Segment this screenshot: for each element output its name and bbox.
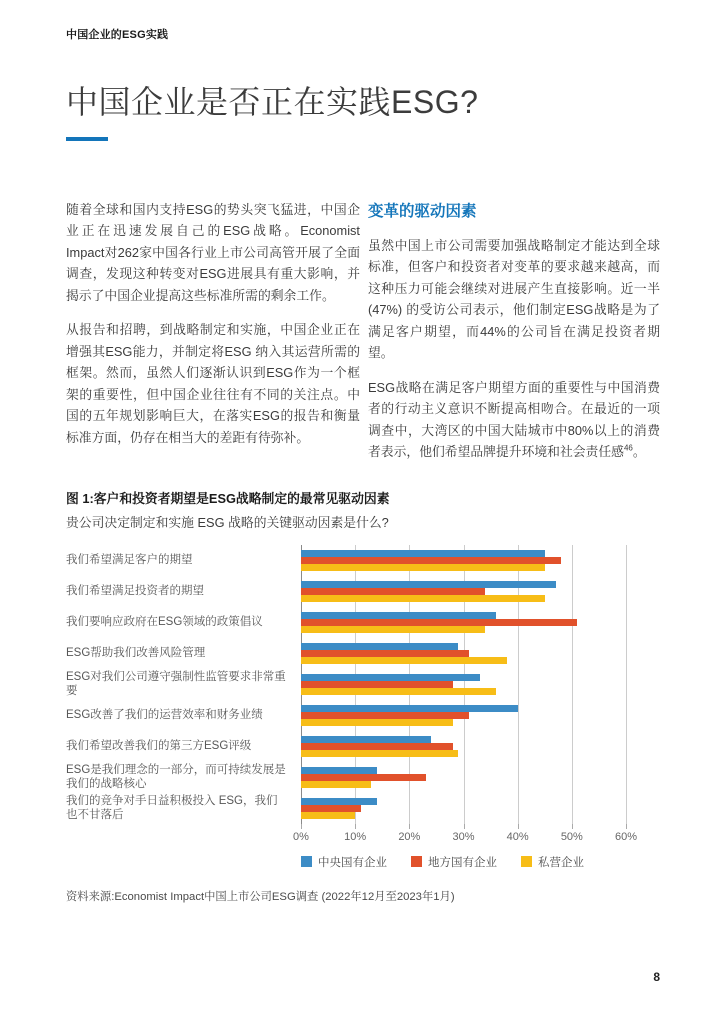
chart-bar: [301, 767, 377, 774]
legend-label: 中央国有企业: [318, 856, 387, 869]
running-header: 中国企业的ESG实践: [66, 29, 169, 41]
axis-tick: [518, 824, 519, 829]
chart-bar: [301, 712, 469, 719]
axis-tick-label: 0%: [293, 830, 309, 843]
chart-category-label: ESG帮助我们改善风险管理: [66, 647, 206, 660]
left-column: [66, 199, 360, 476]
chart-bar-group: [301, 767, 626, 788]
figure-1: [66, 488, 660, 904]
legend-label: 地方国有企业: [428, 856, 497, 869]
chart-bar: [301, 674, 480, 681]
chart-category-label: 我们的竞争对手日益积极投入 ESG，我们也不甘落后: [66, 795, 278, 822]
chart-bar: [301, 550, 545, 557]
section-paragraph-1: 虽然中国上市公司需要加强战略制定才能达到全球标准，但客户和投资者对变革的要求越来越高，而这种压力可能会继续对进展产生直接影响。近一半 (47%) 的受访公司表示，他们制定ESG战略是为了满足客户期望，而44%的公司旨在满足投资者期望。: [368, 237, 660, 361]
chart-bar: [301, 626, 485, 633]
axis-tick: [355, 824, 356, 829]
chart-category-label: 我们要响应政府在ESG领域的政策倡议: [66, 616, 263, 629]
legend-swatch: [521, 856, 532, 867]
chart-category-label: ESG对我们公司遵守强制性监管要求非常重要: [66, 671, 286, 698]
chart-plot-area: [66, 545, 626, 824]
legend-item: [521, 854, 584, 870]
axis-tick: [464, 824, 465, 829]
chart-bar: [301, 588, 485, 595]
chart-bar: [301, 557, 561, 564]
chart-bar: [301, 681, 453, 688]
source-note: 资料来源:Economist Impact中国上市公司ESG调查 (2022年12月至2023年1月): [66, 890, 455, 903]
axis-tick: [626, 824, 627, 829]
axis-tick-label: 40%: [506, 830, 529, 843]
chart-bar: [301, 750, 458, 757]
legend-item: [411, 854, 497, 870]
section-heading: 变革的驱动因素: [368, 202, 477, 220]
chart-bar: [301, 564, 545, 571]
legend-swatch: [411, 856, 422, 867]
axis-tick-label: 60%: [614, 830, 638, 843]
chart-bar: [301, 643, 458, 650]
section-paragraph-2: [368, 377, 660, 463]
chart-row: [66, 638, 626, 669]
intro-paragraph-2: 从报告和招聘，到战略制定和实施，中国企业正在增强其ESG能力，并制定将ESG 纳入其运营所需的框架。然而，虽然人们逐渐认识到ESG作为一个框架的重要性，但中国企业往往有不同的关注点。中国的五年规划影响巨大，在落实ESG的报告和衡量标准方面，仍存在相当大的差距有待弥补。: [66, 322, 360, 445]
chart-x-axis: [293, 824, 638, 846]
axis-tick-label: 50%: [560, 830, 583, 843]
chart-bar-group: [301, 674, 626, 695]
figure-title: 图 1:客户和投资者期望是ESG战略制定的最常见驱动因素: [66, 490, 390, 506]
chart-bar: [301, 812, 355, 819]
intro-paragraph-1: 随着全球和国内支持ESG的势头突飞猛进，中国企业正在迅速发展自己的ESG战略。Economist Impact对262家中国各行业上市公司高管开展了全面调查，发现这种转变对ESG进展具有重大影响，并揭示了中国企业提高这些标准所需的剩余工作。: [66, 201, 360, 303]
gridline: [626, 545, 627, 824]
chart-category-label: ESG是我们理念的一部分，而可持续发展是我们的战略核心: [66, 764, 286, 791]
figure-subtitle: 贵公司决定制定和实施 ESG 战略的关键驱动因素是什么?: [66, 514, 389, 530]
title-underline: [66, 137, 108, 141]
right-column: [368, 199, 660, 476]
chart-bar-group: [301, 798, 626, 819]
chart-category-label: 我们希望满足客户的期望: [66, 554, 193, 567]
chart-bar: [301, 595, 545, 602]
section-paragraph-2-text: ESG战略在满足客户期望方面的重要性与中国消费者的行动主义意识不断提高相吻合。在最近的一项调查中，大湾区的中国大陆城市中80%以上的消费者表示，他们希望品牌提升环境和社会责任感: [368, 379, 660, 460]
axis-tick: [301, 824, 302, 829]
body-columns: [66, 199, 660, 476]
chart-row: [66, 545, 626, 576]
chart-rows: [66, 545, 626, 824]
footnote-marker: 46: [623, 444, 633, 454]
chart-bar: [301, 805, 361, 812]
chart-row: [66, 576, 626, 607]
chart-row: [66, 607, 626, 638]
chart-bar: [301, 798, 377, 805]
chart-bar-group: [301, 736, 626, 757]
chart-bar: [301, 688, 496, 695]
axis-tick: [409, 824, 410, 829]
section-paragraph-2-tail: 。: [632, 444, 646, 460]
chart-bar: [301, 781, 371, 788]
chart-category-label: 我们希望改善我们的第三方ESG评级: [66, 740, 252, 753]
page-title: 中国企业是否正在实践ESG?: [66, 84, 479, 120]
chart-bar-group: [301, 643, 626, 664]
chart-bar: [301, 705, 518, 712]
chart-bar: [301, 619, 577, 626]
bar-chart: [66, 545, 660, 870]
chart-bar-group: [301, 705, 626, 726]
chart-bar: [301, 719, 453, 726]
axis-tick-label: 20%: [398, 830, 421, 843]
legend-item: [301, 854, 387, 870]
axis-tick-label: 10%: [344, 830, 367, 843]
chart-bar: [301, 743, 453, 750]
chart-bar: [301, 657, 507, 664]
chart-bar: [301, 612, 496, 619]
chart-bar-group: [301, 550, 626, 571]
chart-bar: [301, 650, 469, 657]
legend-label: 私营企业: [538, 856, 584, 869]
axis-tick-label: 30%: [452, 830, 475, 843]
chart-category-label: ESG改善了我们的运营效率和财务业绩: [66, 709, 263, 722]
chart-row: [66, 731, 626, 762]
page-number: 8: [653, 970, 660, 984]
chart-bar-group: [301, 612, 626, 633]
chart-bar: [301, 736, 431, 743]
chart-legend: [301, 854, 660, 870]
chart-bar-group: [301, 581, 626, 602]
chart-row: [66, 762, 626, 793]
chart-bar: [301, 581, 556, 588]
axis-tick: [572, 824, 573, 829]
chart-row: [66, 700, 626, 731]
chart-row: [66, 669, 626, 700]
chart-bar: [301, 774, 426, 781]
chart-row: [66, 793, 626, 824]
chart-category-label: 我们希望满足投资者的期望: [66, 585, 204, 598]
legend-swatch: [301, 856, 312, 867]
